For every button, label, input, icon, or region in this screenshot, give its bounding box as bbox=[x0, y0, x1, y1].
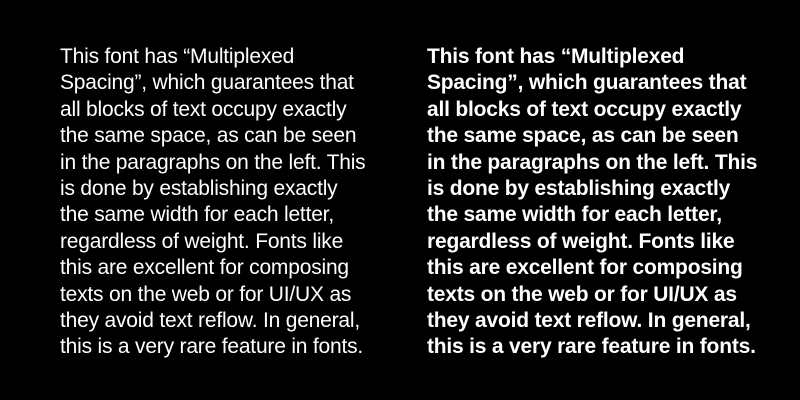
text-line: in the paragraphs on the left. This bbox=[427, 150, 758, 174]
text-line: the same space, as can be seen bbox=[427, 124, 739, 148]
text-line: Spacing”, which guarantees that bbox=[427, 71, 747, 95]
text-line: Spacing”, which guarantees that bbox=[60, 71, 354, 95]
text-line: the same space, as can be seen bbox=[60, 124, 357, 148]
text-line: all blocks of text occupy exactly bbox=[60, 97, 347, 121]
text-line: this is a very rare feature in fonts. bbox=[427, 335, 756, 359]
text-line: the same width for each letter, bbox=[427, 203, 722, 227]
text-line: is done by establishing exactly bbox=[427, 177, 731, 201]
text-line: This font has “Multiplexed bbox=[60, 45, 295, 68]
text-line: regardless of weight. Fonts like bbox=[427, 229, 735, 253]
text-line: the same width for each letter, bbox=[60, 203, 334, 227]
text-line: is done by establishing exactly bbox=[60, 177, 338, 201]
paragraph-regular-weight bbox=[60, 44, 365, 361]
text-line: This font has “Multiplexed bbox=[427, 45, 685, 68]
text-line: this is a very rare feature in fonts. bbox=[60, 335, 364, 359]
text-line: they avoid text reflow. In general, bbox=[427, 309, 751, 333]
text-line: texts on the web or for UI/UX as bbox=[427, 282, 737, 306]
text-line: this are excellent for composing bbox=[60, 256, 349, 280]
text-line: texts on the web or for UI/UX as bbox=[60, 282, 352, 306]
text-line: they avoid text reflow. In general, bbox=[60, 309, 361, 333]
paragraph-bold-weight bbox=[427, 44, 757, 361]
text-line: all blocks of text occupy exactly bbox=[427, 97, 742, 121]
text-line: regardless of weight. Fonts like bbox=[60, 229, 344, 253]
text-line: this are excellent for composing bbox=[427, 256, 743, 280]
text-line: in the paragraphs on the left. This bbox=[60, 150, 366, 174]
